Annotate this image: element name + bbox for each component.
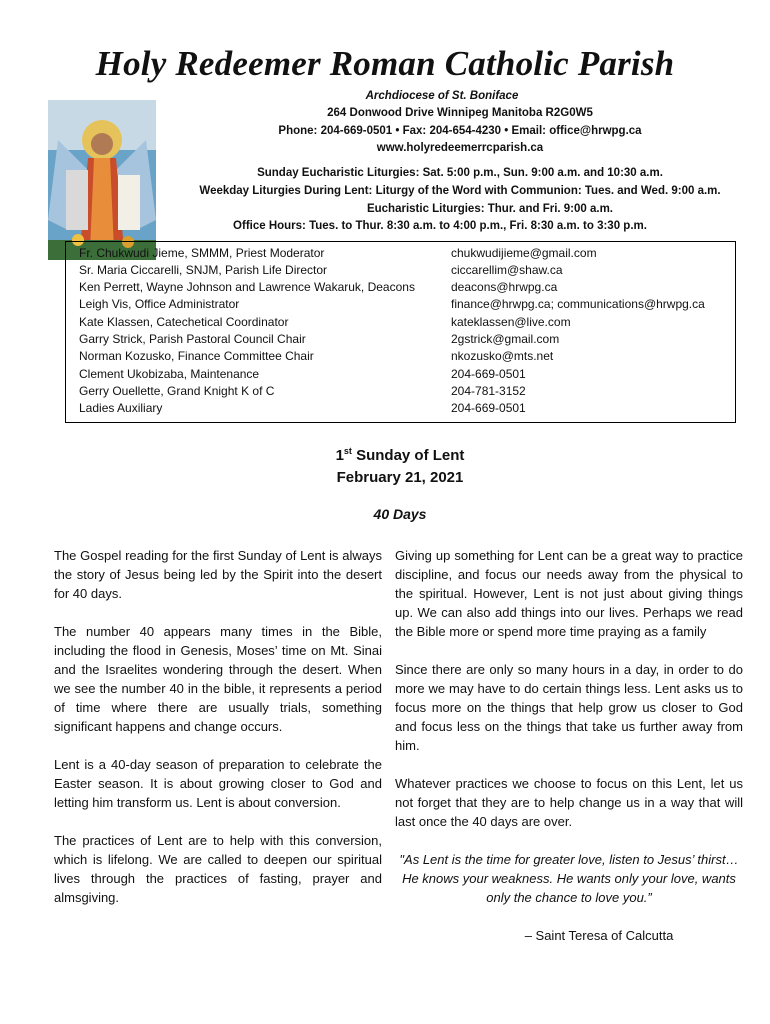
staff-role: Gerry Ouellette, Grand Knight K of C [79,384,275,398]
address: 264 Donwood Drive Winnipeg Manitoba R2G0W5 [327,107,593,120]
staff-role: Kate Klassen, Catechetical Coordinator [79,315,289,329]
paragraph: Lent is a 40-day season of preparation to celebrate the Easter season. It is about growing closer to God and letting him transform us. Lent is about conversion. [54,757,382,810]
archdiocese: Archdiocese of St. Boniface [365,90,519,102]
staff-role: Norman Kozusko, Finance Committee Chair [79,349,314,363]
sunday-title: 1st Sunday of Lent [335,446,465,464]
bulletin-date: February 21, 2021 [336,469,464,486]
quote-text: "As Lent is the time for greater love, listen to Jesus’ thirst…He knows your weakness. He wants only your love, wants only the chance to love you.” [399,852,739,905]
staff-role: Clement Ukobizaba, Maintenance [79,367,260,381]
staff-contact: 2gstrick@gmail.com [451,332,560,346]
staff-role: Garry Strick, Parish Pastoral Council Chair [79,332,306,346]
staff-role: Ken Perrett, Wayne Johnson and Lawrence Wakaruk, Deacons [79,280,415,294]
phone-fax-email: Phone: 204-669-0501 • Fax: 204-654-4230 • Email: office@hrwpg.ca [278,124,642,137]
staff-contact: ciccarellim@shaw.ca [451,263,563,277]
parish-contact-block [160,88,760,158]
paragraph: The practices of Lent are to help with this conversion, which is lifelong. We are called to deepen our spiritual lives through the practices of fasting, prayer and almsgiving. [54,833,382,905]
liturgy-schedule [160,165,760,236]
sunday-liturgies: Sunday Eucharistic Liturgies: Sat. 5:00 p.m., Sun. 9:00 a.m. and 10:30 a.m. [257,167,663,179]
staff-contact: kateklassen@live.com [451,315,571,329]
staff-contact: 204-781-3152 [451,384,526,398]
article-heading: 40 Days [373,506,427,522]
article-left-column [54,546,382,926]
paragraph: The number 40 appears many times in the Bible, including the flood in Genesis, Moses’ time on Mt. Sinai and the Israelites wondering through the desert. When we see the number 40 in the bible, it represents a period of time where there are usually trials, something significant happens and change occurs. [54,624,382,734]
staff-contact: deacons@hrwpg.ca [451,280,558,294]
eucharistic-liturgies: Eucharistic Liturgies: Thur. and Fri. 9:00 a.m. [366,202,614,215]
article-right-column [395,546,743,964]
staff-contact: 204-669-0501 [451,401,526,415]
website: www.holyredeemerrcparish.ca [376,142,544,155]
paragraph: Whatever practices we choose to focus on this Lent, let us not forget that they are to help change us in a way that will last once the 40 days are over. [395,776,743,829]
liturgical-day [0,440,770,489]
staff-contact: finance@hrwpg.ca; communications@hrwpg.ca [451,297,705,311]
staff-role: Leigh Vis, Office Administrator [79,297,240,311]
staff-role: Ladies Auxiliary [79,401,163,415]
paragraph: Giving up something for Lent can be a great way to practice discipline, and focus our needs away from the physical to the spiritual. However, Lent is not just about giving things up. We can also add things into our lives. Perhaps we read the Bible more or spend more time praying as a family [395,548,743,639]
staff-contact: 204-669-0501 [451,367,526,381]
office-hours: Office Hours: Tues. to Thur. 8:30 a.m. to 4:00 p.m., Fri. 8:30 a.m. to 3:30 p.m. [233,220,647,233]
parish-title: Holy Redeemer Roman Catholic Parish [95,44,675,83]
staff-role: Sr. Maria Ciccarelli, SNJM, Parish Life Director [79,263,328,277]
quote-author: – Saint Teresa of Calcutta [524,928,674,943]
staff-role: Fr. Chukwudi Jieme, SMMM, Priest Moderator [79,246,325,260]
staff-contact: nkozusko@mts.net [451,349,554,363]
paragraph: The Gospel reading for the first Sunday of Lent is always the story of Jesus being led by the Spirit into the desert for 40 days. [54,548,382,601]
paragraph: Since there are only so many hours in a day, in order to do more we may have to do certain things less. Lent asks us to focus more on the things that help grow us closer to God and focus less on the things that take us further away from him. [395,662,743,753]
staff-contact: chukwudijieme@gmail.com [451,246,597,260]
weekday-liturgies: Weekday Liturgies During Lent: Liturgy of the Word with Communion: Tues. and Wed. 9:00 a.m. [199,184,721,197]
staff-directory [65,241,736,423]
